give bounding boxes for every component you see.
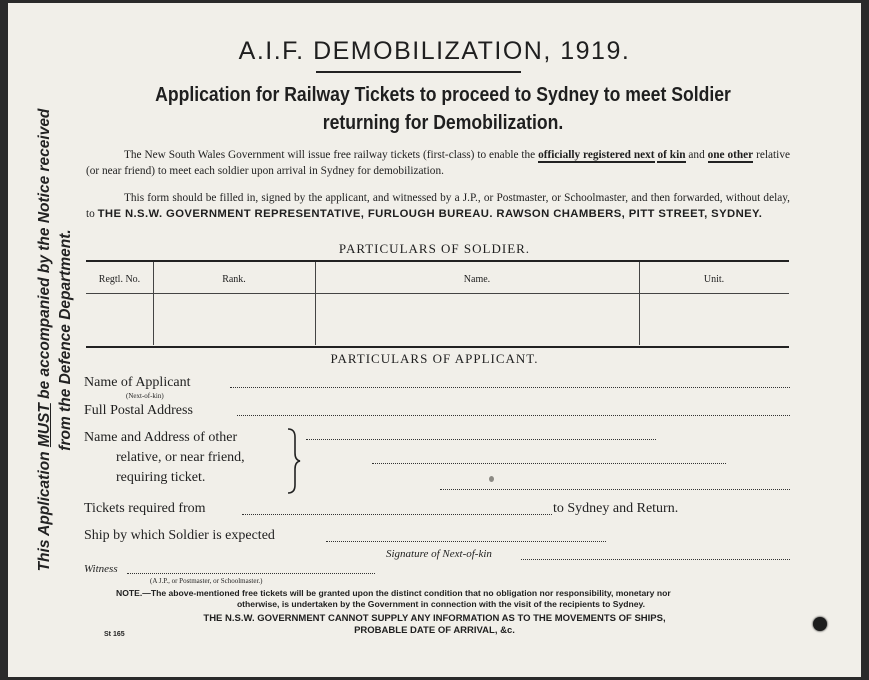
- witness-qualification-note: (A J.P., or Postmaster, or Schoolmaster.): [150, 577, 263, 585]
- name-of-applicant-field[interactable]: [230, 387, 790, 388]
- curly-brace-icon: [284, 427, 302, 495]
- conditions-note: NOTE.—The above-mentioned free tickets will be granted upon the distinct condition that no obligation nor responsibility, monetary nor otherwise, is undertaken by the Government in connection with the visit of the recipients to Sydney.: [116, 588, 671, 609]
- other-relative-field-1[interactable]: [306, 439, 656, 440]
- footer-disclaimer: THE N.S.W. GOVERNMENT CANNOT SUPPLY ANY INFORMATION AS TO THE MOVEMENTS OF SHIPS, PROBABLE DATE OF ARRIVAL, &c.: [203, 613, 666, 636]
- form-subtitle: [144, 81, 742, 137]
- form-code: St 165: [104, 631, 125, 638]
- instruction-paragraph: This form should be filled in, signed by the applicant, and witnessed by a J.P., or Postmaster, or Schoolmaster, and then forwarded, without delay, to THE N.S.W. GOVERNMENT REPRESENTATIVE, FURLOUGH BUREAU. RAWSON CHAMBERS, PITT STREET, SYDNEY.: [86, 192, 790, 220]
- intro-paragraph: The New South Wales Government will issue free railway tickets (first-class) to enable the officially registered next of kin and one other relative (or near friend) to meet each soldier upon arrival in Sydney for demobilization.: [86, 149, 790, 177]
- postal-address-label: Full Postal Address: [84, 403, 193, 418]
- soldier-table: [86, 262, 789, 347]
- witness-field[interactable]: [127, 573, 375, 574]
- name-of-applicant-label: Name of Applicant: [84, 375, 191, 390]
- other-relative-field-2[interactable]: [372, 463, 726, 464]
- subtitle-line2: returning for Demobilization.: [322, 112, 564, 134]
- signature-field[interactable]: [521, 559, 790, 560]
- bureau-address: THE N.S.W. GOVERNMENT REPRESENTATIVE, FURLOUGH BUREAU. RAWSON CHAMBERS, PITT STREET, SYDNEY.: [97, 208, 763, 220]
- ship-label: Ship by which Soldier is expected: [84, 528, 275, 543]
- underline-next-of-kin-b: of kin: [657, 149, 686, 161]
- soldier-table-bottom-rule: [86, 346, 789, 348]
- form-title: A.I.F. DEMOBILIZATION, 1919.: [238, 37, 631, 65]
- col-unit: Unit.: [703, 274, 725, 285]
- witness-label: Witness: [84, 563, 118, 575]
- rank-field[interactable]: [155, 296, 313, 343]
- underline-one-other: one other: [707, 149, 754, 161]
- other-relative-field-3[interactable]: [440, 489, 790, 490]
- applicant-section-heading: PARTICULARS OF APPLICANT.: [330, 351, 539, 366]
- col-name: Name.: [463, 274, 491, 285]
- col-rank: Rank.: [222, 274, 246, 285]
- note-label: NOTE.: [116, 588, 143, 598]
- postal-address-field[interactable]: [237, 415, 790, 416]
- other-relative-label: Name and Address of other relative, or near friend, requiring ticket.: [84, 430, 245, 485]
- tickets-to-sydney-label: to Sydney and Return.: [553, 501, 679, 516]
- soldier-table-header-rule: [86, 293, 789, 294]
- ship-field[interactable]: [326, 541, 606, 542]
- underline-next-of-kin-a: officially registered next: [538, 149, 655, 161]
- side-note-text: [34, 45, 76, 635]
- soldier-name-field[interactable]: [317, 296, 637, 343]
- side-note-line1: This Application MUST be accompanied by the Notice received: [36, 108, 53, 572]
- unit-field[interactable]: [641, 296, 787, 343]
- paper-spot: [489, 476, 494, 482]
- punch-hole: [813, 617, 827, 631]
- title-underline: [316, 71, 521, 73]
- tickets-from-label: Tickets required from: [84, 501, 206, 516]
- subtitle-line1: Application for Railway Tickets to proceed to Sydney to meet Soldier: [155, 84, 731, 106]
- soldier-section-heading: PARTICULARS OF SOLDIER.: [338, 241, 531, 256]
- signature-label: Signature of Next-of-kin: [386, 548, 492, 560]
- col-regtl-no: Regtl. No.: [98, 274, 141, 285]
- form-page: [8, 3, 861, 677]
- next-of-kin-note: (Next-of-kin): [126, 392, 164, 400]
- side-note-must: MUST: [36, 403, 53, 448]
- regtl-no-field[interactable]: [88, 296, 151, 343]
- tickets-from-field[interactable]: [242, 514, 552, 515]
- side-note-line2: from the Defence Department.: [57, 229, 74, 451]
